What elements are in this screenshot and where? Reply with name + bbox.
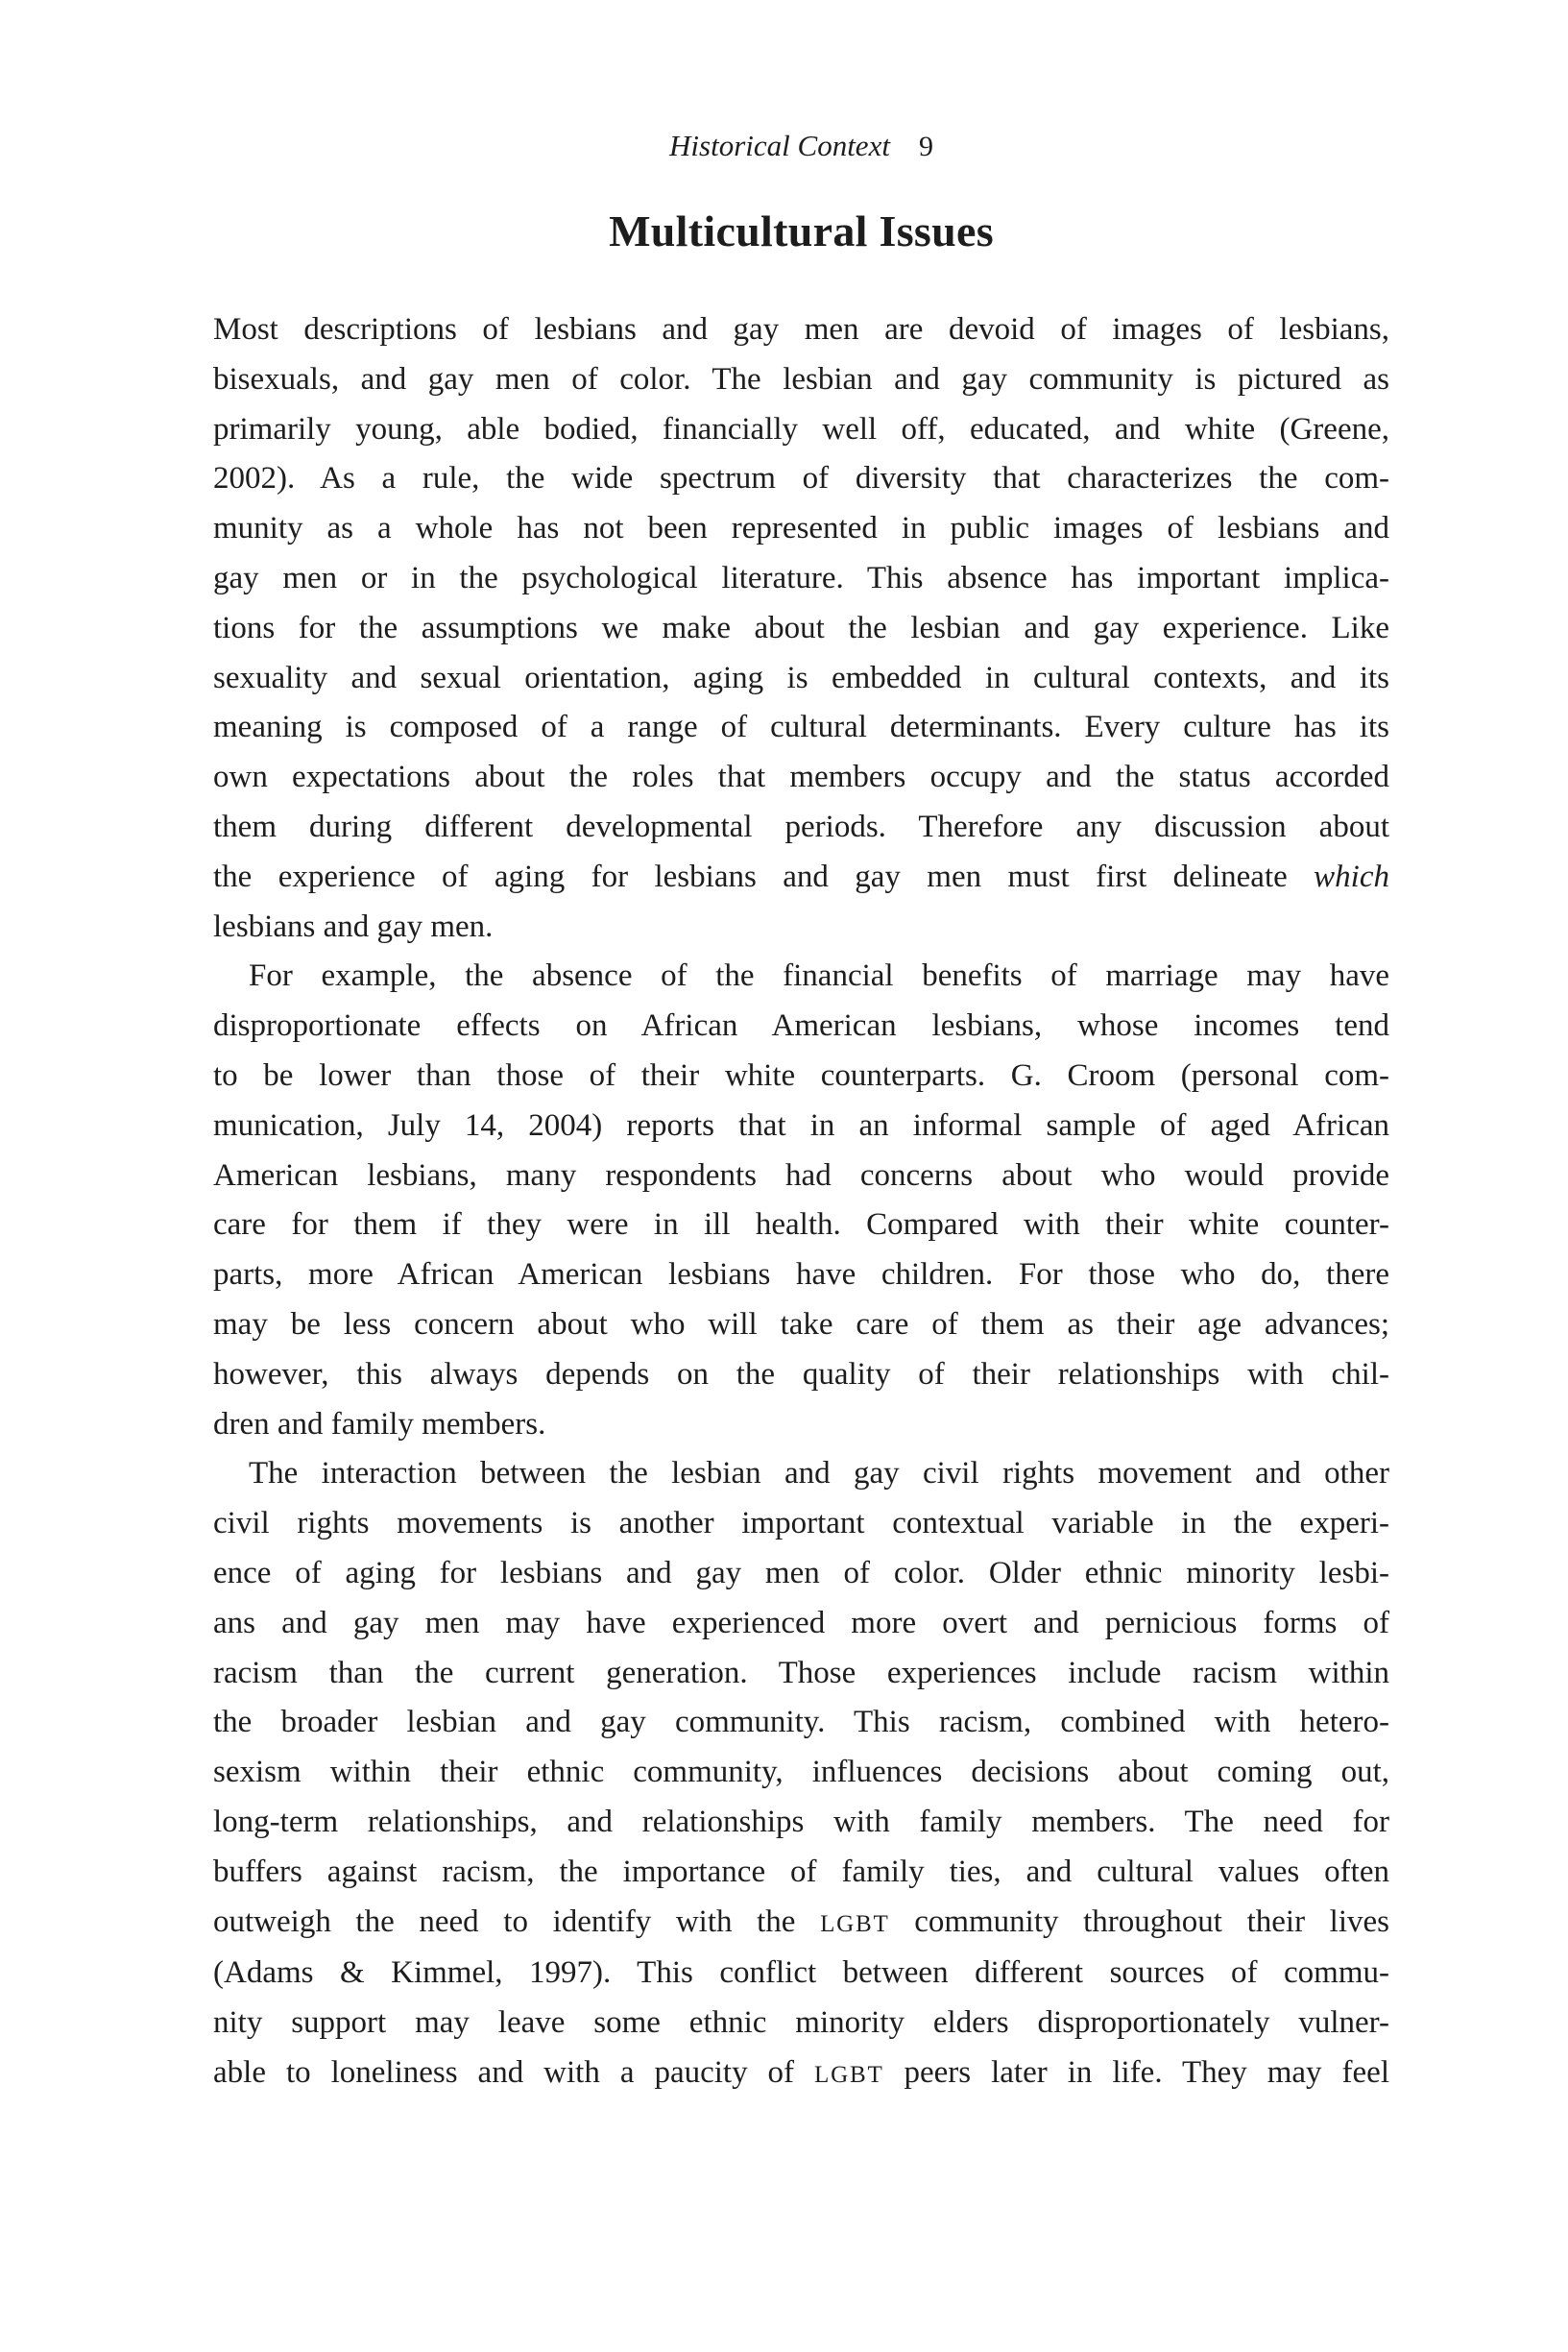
paragraph (213, 1449, 1389, 2099)
text-line: munication, July 14, 2004) reports that in an informal sample of aged African (213, 1107, 1389, 1143)
italic-text: which (1314, 859, 1389, 894)
text-line: the broader lesbian and gay community. This racism, combined with hetero- (213, 1705, 1389, 1740)
text-line: may be less concern about who will take care of them as their age advances; (213, 1306, 1389, 1342)
text-line: them during different developmental periods. Therefore any discussion about (213, 809, 1389, 844)
text-line: own expectations about the roles that members occupy and the status accorded (213, 760, 1389, 795)
text-line: meaning is composed of a range of cultural determinants. Every culture has its (213, 710, 1389, 745)
text-line: American lesbians, many respondents had concerns about who would provide (213, 1157, 1389, 1193)
paragraph (213, 305, 1389, 952)
running-header (213, 129, 1389, 163)
text-line: civil rights movements is another important contextual variable in the experi- (213, 1506, 1389, 1541)
text-line: bisexuals, and gay men of color. The lesbian and gay community is pictured as (213, 361, 1389, 397)
text-line: buffers against racism, the importance of family ties, and cultural values often (213, 1854, 1389, 1889)
text-line: however, this always depends on the quality of their relationships with chil- (213, 1356, 1389, 1392)
text-line: ence of aging for lesbians and gay men of color. Older ethnic minority lesbi- (213, 1555, 1389, 1590)
text-line: The interaction between the lesbian and gay civil rights movement and other (249, 1456, 1389, 1491)
text-line: primarily young, able bodied, financially well off, educated, and white (Greene, (213, 411, 1389, 447)
text-line: nity support may leave some ethnic minority elders disproportionately vulner- (213, 2005, 1389, 2041)
smallcaps-text: LGBT (820, 1910, 890, 1937)
text-line: outweigh the need to identify with the LGBT community throughout their lives (213, 1903, 1390, 1939)
paragraph (213, 952, 1389, 1449)
text-line: Most descriptions of lesbians and gay men are devoid of images of lesbians, (213, 312, 1389, 347)
text-line: able to loneliness and with a paucity of LGBT peers later in life. They may feel (213, 2054, 1389, 2090)
text-line: long-term relationships, and relationships with family members. The need for (213, 1804, 1389, 1839)
text-line: ans and gay men may have experienced more overt and pernicious forms of (213, 1605, 1389, 1640)
smallcaps-text: LGBT (814, 2061, 884, 2088)
text-line: to be lower than those of their white counterparts. G. Croom (personal com- (213, 1057, 1389, 1093)
text-line: munity as a whole has not been represented in public images of lesbians and (213, 511, 1389, 546)
text-line: lesbians and gay men. (213, 909, 494, 944)
text-line: parts, more African American lesbians have children. For those who do, there (213, 1257, 1389, 1293)
text-line: the experience of aging for lesbians and gay men must first delineate which (213, 859, 1389, 894)
text-line: 2002). As a rule, the wide spectrum of diversity that characterizes the com- (213, 461, 1389, 497)
text-line: sexuality and sexual orientation, aging is embedded in cultural contexts, and its (213, 660, 1389, 695)
section-title: Multicultural Issues (609, 206, 994, 255)
text-line: gay men or in the psychological literature. This absence has important implica- (213, 560, 1389, 595)
text-line: (Adams & Kimmel, 1997). This conflict between different sources of commu- (213, 1955, 1389, 1991)
text-line: tions for the assumptions we make about the lesbian and gay experience. Like (213, 610, 1389, 645)
text-line: racism than the current generation. Those experiences include racism within (213, 1655, 1389, 1690)
text-line: For example, the absence of the financial benefits of marriage may have (249, 958, 1389, 994)
text-line: sexism within their ethnic community, influences decisions about coming out, (213, 1755, 1389, 1790)
body-text (213, 305, 1389, 2100)
text-line: disproportionate effects on African American lesbians, whose incomes tend (213, 1008, 1389, 1044)
text-line: care for them if they were in ill health. Compared with their white counter- (213, 1207, 1389, 1243)
page-number: 9 (918, 131, 933, 162)
running-header-title: Historical Context (669, 129, 890, 162)
text-line: dren and family members. (213, 1406, 546, 1442)
